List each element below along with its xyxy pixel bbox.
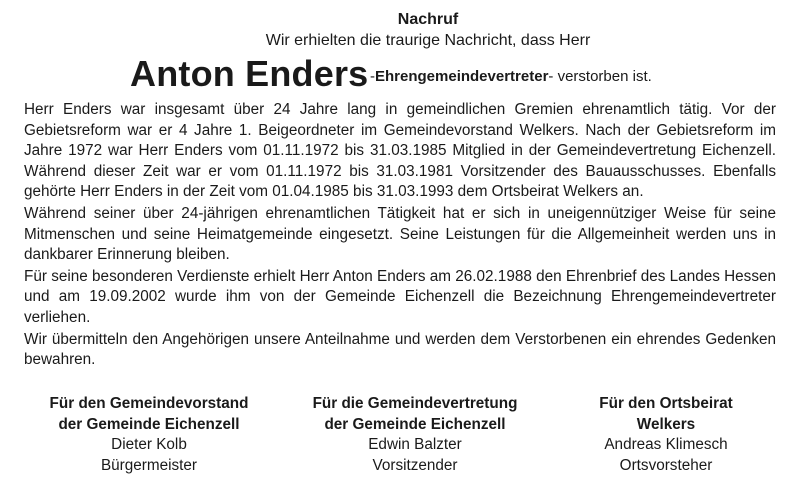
title-suffix: - verstorben ist.	[548, 68, 652, 85]
deceased-title: Ehrengemeindevertreter	[375, 68, 549, 85]
signature-org-line2: Welkers	[636, 415, 696, 433]
body-paragraph-service: Während seiner über 24-jährigen ehrenamtlichen Tätigkeit hat er sich in uneigennütziger Weise für seine Mitmenschen und seine Heimatgemeinde eingesetzt. Seine Leistungen für die Allgemeinheit werden uns in dankbarer Erinnerung bleiben.	[24, 204, 776, 264]
body-paragraph-condolence: Wir übermitteln den Angehörigen unsere Anteilnahme und werden dem Verstorbenen ein ehrendes Gedenken bewahren.	[24, 330, 776, 369]
signature-org-line1: Für die Gemeindevertretung	[312, 395, 518, 412]
signature-block	[24, 394, 776, 476]
signature-org-line2: der Gemeinde Eichenzell	[58, 415, 240, 433]
signature-org-line1: Für den Ortsbeirat	[599, 395, 733, 412]
signature-org-line2: der Gemeinde Eichenzell	[324, 415, 506, 433]
signature-gemeindevorstand	[24, 394, 274, 476]
signature-ortsbeirat	[556, 394, 776, 476]
body-paragraph-honors: Für seine besonderen Verdienste erhielt Herr Anton Enders am 26.02.1988 den Ehrenbrief des Landes Hessen und am 19.09.2002 wurde ihm von der Gemeinde Eichenzell die Bezeichnung Ehrengemeindevertreter verliehen.	[24, 267, 776, 326]
signature-role: Vorsitzender	[372, 456, 458, 474]
title-prefix: -	[370, 68, 375, 85]
signature-org-line1: Für den Gemeindevorstand	[49, 395, 249, 412]
deceased-name: Anton Enders	[130, 53, 369, 94]
notice-body	[24, 100, 776, 371]
body-paragraph-career: Herr Enders war insgesamt über 24 Jahre lang in gemeindlichen Gremien ehrenamtlich tätig. Vor der Gebietsreform war er 4 Jahre 1. Beigeordneter im Gemeindevorstand Welkers. Nach der Gebietsreform im Jahre 1972 war Herr Enders vom 01.11.1972 bis 31.03.1985 Mitglied in der Gemeindevertretung Eichenzell. Während dieser Zeit war er vom 01.11.1972 bis 31.03.1981 Vorsitzender des Bauausschusses. Ebenfalls gehörte Herr Enders in der Zeit vom 01.04.1985 bis 31.03.1993 dem Ortsbeirat Welkers an.	[24, 101, 776, 201]
signature-person: Dieter Kolb	[111, 436, 187, 453]
signature-person: Andreas Klimesch	[604, 436, 728, 453]
signature-role: Bürgermeister	[100, 456, 198, 474]
signature-gemeindevertretung	[290, 394, 540, 476]
signature-person: Edwin Balzter	[368, 436, 462, 453]
deceased-title-line	[370, 66, 652, 88]
signature-role: Ortsvorsteher	[619, 456, 713, 474]
deceased-line	[24, 52, 776, 96]
notice-title: Nachruf	[397, 11, 459, 28]
notice-intro: Wir erhielten die traurige Nachricht, dass Herr	[265, 32, 591, 49]
